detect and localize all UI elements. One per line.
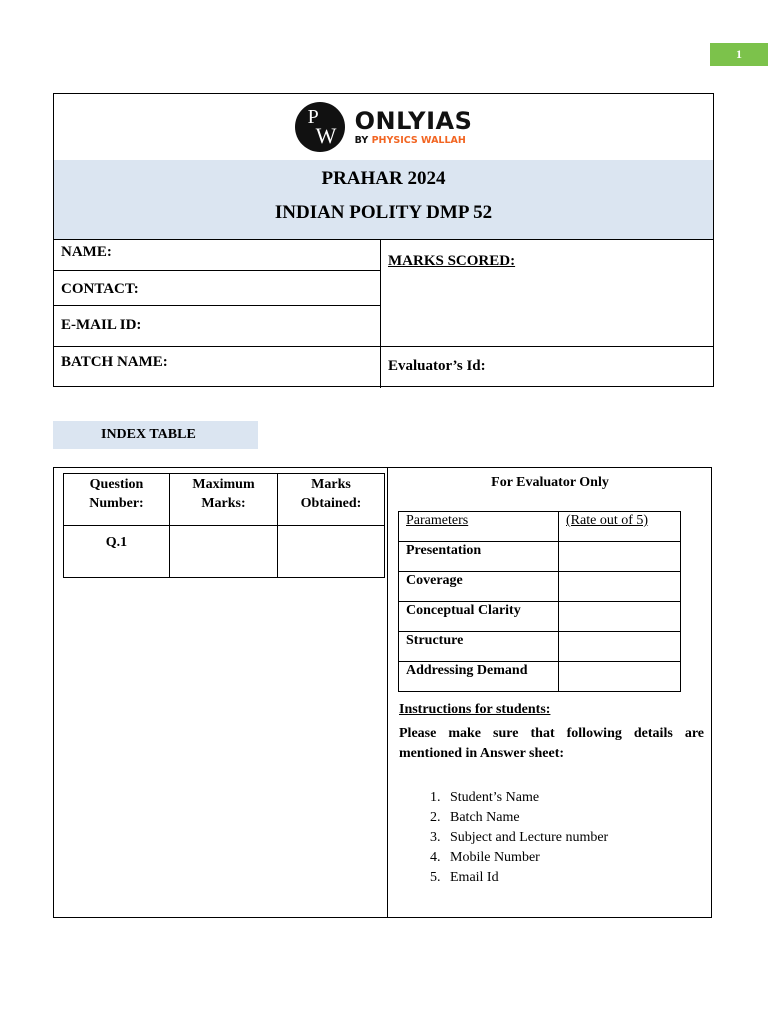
list-item: 3. Subject and Lecture number: [444, 828, 608, 848]
parameter-addressing-demand: Addressing Demand: [399, 662, 559, 692]
marks-scored-label: MARKS SCORED:: [388, 253, 516, 269]
logo-letter-w: W: [315, 123, 337, 148]
title-line-1: PRAHAR 2024: [321, 168, 446, 189]
header-parameters: Parameters: [399, 512, 559, 542]
divider: [387, 467, 388, 918]
header-box: [53, 93, 714, 387]
table-row: [399, 602, 681, 632]
rating-cell: [559, 572, 681, 602]
rating-cell: [559, 602, 681, 632]
table-row: [399, 542, 681, 572]
parameter-conceptual-clarity: Conceptual Clarity: [399, 602, 559, 632]
logo-org: PHYSICS WALLAH: [371, 134, 466, 146]
logo-brand: ONLYIAS: [354, 106, 473, 135]
question-cell: Q.1: [64, 526, 170, 578]
logo-letter-p: P: [307, 106, 319, 128]
divider: [54, 270, 380, 271]
table-row: [399, 632, 681, 662]
parameters-table: [398, 511, 681, 692]
list-item: 5. Email Id: [444, 868, 608, 888]
marks-obtained-cell: [278, 526, 385, 578]
list-item: 2. Batch Name: [444, 808, 608, 828]
parameter-presentation: Presentation: [399, 542, 559, 572]
evaluator-title: For Evaluator Only: [491, 475, 609, 490]
email-label: E-MAIL ID:: [61, 317, 142, 333]
index-table-label: INDEX TABLE: [53, 421, 258, 449]
divider: [54, 239, 713, 240]
logo: [54, 94, 713, 160]
title-band: [54, 160, 713, 239]
divider: [380, 239, 381, 388]
table-row: [399, 572, 681, 602]
rating-cell: [559, 662, 681, 692]
page-number-badge: 1: [710, 43, 768, 66]
title-line-2: INDIAN POLITY DMP 52: [274, 202, 493, 223]
pw-logo-icon: [295, 102, 345, 152]
table-row: [64, 526, 385, 578]
instructions-list: [399, 788, 608, 887]
header-question-number: Question Number:: [64, 474, 170, 526]
parameter-structure: Structure: [399, 632, 559, 662]
instructions-body: Please make sure that following details are mentioned in Answer sheet:: [399, 726, 704, 761]
rating-cell: [559, 632, 681, 662]
logo-subtitle: [355, 136, 473, 146]
parameter-coverage: Coverage: [399, 572, 559, 602]
instructions-title: Instructions for students:: [399, 702, 551, 717]
list-item: 1. Student’s Name: [444, 788, 608, 808]
table-header-row: [399, 512, 681, 542]
evaluator-id-label: Evaluator’s Id:: [388, 358, 486, 374]
rating-cell: [559, 542, 681, 572]
contact-label: CONTACT:: [61, 281, 139, 297]
divider: [54, 346, 713, 347]
header-rate: (Rate out of 5): [559, 512, 681, 542]
name-label: NAME:: [61, 244, 112, 260]
question-table: [63, 473, 385, 578]
divider: [54, 305, 380, 306]
batch-name-label: BATCH NAME:: [61, 354, 168, 370]
logo-by: BY: [354, 134, 369, 146]
table-header-row: [64, 474, 385, 526]
header-marks-obtained: Marks Obtained:: [278, 474, 385, 526]
max-marks-cell: [170, 526, 278, 578]
table-row: [399, 662, 681, 692]
list-item: 4. Mobile Number: [444, 848, 608, 868]
header-maximum-marks: Maximum Marks:: [170, 474, 278, 526]
